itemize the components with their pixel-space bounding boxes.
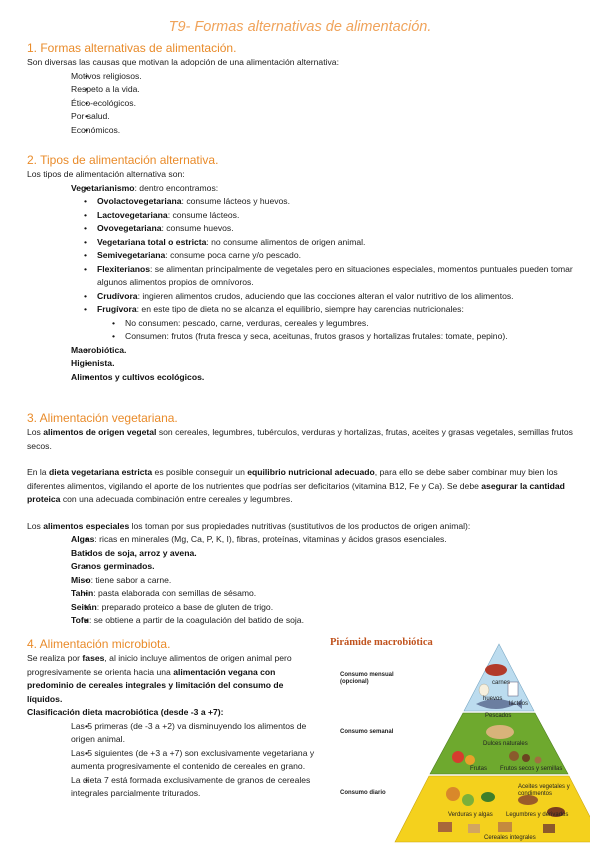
list-item: • Vegetarianismo: dentro encontramos: • Ovolactovegetariana: consume lácteos y huevos. • Lactovegetariana: consume lácteos. • Ovovegetariana: consume huevos. • Vegetariana total o estricta: no consume alimentos de origen animal. • Semivegetariana: consume poca carne y/o pescado. • Flexiterianos: se alimentan principalmente de vegetales pero en situaciones especiales, momentos puntuales pueden tomar algunos alimentos propios de omnívoros. • Crudívora: ingieren alimentos crudos, aduciendo que las cocciones alteran el valor nutritivo de los alimentos. • Frugívora: en este tipo de dieta no se alcanza el equilibrio, siempre hay carencias nutricionales: • No consumen: pescado, carne, verduras, cereales y legumbres. • Consumen: frutos (fruta fresca y seca, aceitunas, frutos grasos y hortalizas frutales: tomate, pepino).	[71, 182, 575, 344]
macrobiotic-pyramid-figure	[328, 632, 590, 848]
classification-label: Clasificación dieta macrobiótica (desde -3 a +7):	[27, 707, 224, 717]
list-item: • Granos germinados.	[71, 560, 575, 574]
list-item: • Tofu: se obtiene a partir de la coagulación del batido de soja.	[71, 614, 575, 628]
list-item: • La dieta 7 está formada exclusivamente de granos de cereales integrales parcialmente triturados.	[71, 774, 317, 801]
food-label: huevos	[483, 696, 503, 702]
pyramid-title: Pirámide macrobiótica	[330, 637, 433, 648]
vegetable-illustration	[462, 794, 474, 806]
list-item: • Vegetariana total o estricta: no consume alimentos de origen animal.	[97, 236, 575, 250]
list-item: • No consumen: pescado, carne, verduras, cereales y legumbres.	[125, 317, 575, 331]
vegetable-illustration	[446, 787, 460, 801]
cereal-illustration	[438, 822, 452, 832]
list-item: • Flexiterianos: se alimentan principalmente de vegetales pero en situaciones especiales, momentos puntuales pueden tomar algunos alimentos propios de omnívoros.	[97, 263, 575, 290]
food-label: Legumbres y derivados	[506, 812, 569, 818]
list-item: • Crudívora: ingieren alimentos crudos, aduciendo que las cocciones alteran el valor nutritivo de los alimentos.	[97, 290, 575, 304]
document-title: T9- Formas alternativas de alimentación.	[168, 19, 432, 35]
fruit-illustration	[465, 755, 475, 765]
list-item: • Miso: tiene sabor a carne.	[71, 574, 575, 588]
list-item: • Macrobiótica.	[71, 344, 575, 358]
frugivora-list	[97, 317, 575, 344]
nuts-illustration	[535, 757, 542, 764]
causes-list	[27, 70, 575, 138]
list-item: • Seitán: preparado proteico a base de gluten de trigo.	[71, 601, 575, 615]
term: Vegetarianismo	[71, 182, 135, 193]
paragraph: Se realiza por fases, al inicio incluye alimentos de origen animal pero progresivamente se orienta hacia una alimentación vegana con predominio de cereales integrales y limitación del consumo de líquidos.	[27, 653, 292, 704]
list-item: • Algas: ricas en minerales (Mg, Ca, P, K, I), fibras, proteínas, vitaminas y ácidos grasos esenciales.	[71, 533, 575, 547]
list-item: • Frugívora: en este tipo de dieta no se alcanza el equilibrio, siempre hay carencias nutricionales: • No consumen: pescado, carne, verduras, cereales y legumbres. • Consumen: frutos (fruta fresca y seca, aceitunas, frutos grasos y hortalizas frutales: tomate, pepino).	[97, 303, 575, 344]
sweets-illustration	[486, 725, 514, 739]
food-label: Verduras y algas	[448, 812, 493, 818]
list-item: • Consumen: frutos (fruta fresca y seca, aceitunas, frutos grasos y hortalizas frutales: tomate, pepino).	[125, 330, 575, 344]
fruit-illustration	[452, 751, 464, 763]
list-item: • Por salud.	[71, 110, 575, 124]
list-item: • Ovolactovegetariana: consume lácteos y huevos.	[97, 195, 575, 209]
cereal-illustration	[498, 822, 512, 832]
list-item: • Respeto a la vida.	[71, 83, 575, 97]
paragraph: Los alimentos especiales los toman por sus propiedades nutritivas (sustitutivos de los productos de origen animal):	[27, 520, 471, 531]
list-item: • Motivos religiosos.	[71, 70, 575, 84]
list-item: • Semivegetariana: consume poca carne y/o pescado.	[97, 249, 575, 263]
list-item: • Higienista.	[71, 357, 575, 371]
daily-consumption-label: Consumo diario	[340, 790, 386, 796]
section-alimentacion-vegetariana	[27, 410, 575, 628]
food-label: Frutas	[470, 766, 488, 772]
vegetarian-subtypes	[27, 195, 575, 344]
nuts-illustration	[522, 754, 530, 762]
nuts-illustration	[509, 751, 519, 761]
section-1-intro: Son diversas las causas que motivan la adopción de una alimentación alternativa:	[27, 57, 339, 67]
paragraph: En la dieta vegetariana estricta es posible conseguir un equilibrio nutricional adecuado, para ello se debe saber combinar muy bien los diferentes alimentos, vigilando el aporte de los nutrientes que podrías ser deficitarios (vitamina B12, Fe y Ca). Se debe asegurar la cantidad proteica con una adecuada combinación entre cereales y legumbres.	[27, 467, 565, 504]
meat-illustration	[485, 664, 507, 676]
list-item: • Económicos.	[71, 124, 575, 138]
section-4-heading: 4. Alimentación microbiota.	[27, 637, 171, 651]
section-tipos-alimentacion	[27, 152, 575, 384]
list-item: • Ético-ecológicos.	[71, 97, 575, 111]
algae-illustration	[481, 792, 495, 802]
food-label: Aceites vegetales y condimentos	[518, 784, 570, 797]
list-item: • Ovovegetariana: consume huevos.	[97, 222, 575, 236]
special-foods-list	[27, 533, 575, 628]
section-2-heading: 2. Tipos de alimentación alternativa.	[27, 153, 219, 167]
cereal-illustration	[543, 824, 555, 833]
section-alimentacion-microbiota	[27, 636, 317, 801]
section-formas-alternativas	[27, 40, 575, 137]
food-label: Frutos secos y semillas	[500, 766, 563, 772]
egg-illustration	[479, 684, 489, 696]
paragraph: Los alimentos de origen vegetal son cereales, legumbres, tubérculos, verduras y hortalizas, frutas, aceites y grasas vegetales, semillas frutos secos.	[27, 427, 573, 451]
food-label: carnes	[492, 680, 511, 686]
food-label: Pescados	[485, 713, 512, 719]
list-item: • Las 5 primeras (de -3 a +2) va disminuyendo los alimentos de origen animal.	[71, 720, 317, 747]
types-list	[27, 182, 575, 385]
list-item: • Tahin: pasta elaborada con semillas de sésamo.	[71, 587, 575, 601]
list-item: • Alimentos y cultivos ecológicos.	[71, 371, 575, 385]
section-2-intro: Los tipos de alimentación alternativa son:	[27, 169, 185, 179]
macrobiotic-list	[27, 720, 317, 801]
section-1-heading: 1. Formas alternativas de alimentación.	[27, 41, 237, 55]
monthly-consumption-label: Consumo mensual (opcional)	[340, 672, 394, 685]
list-item: • Batidos de soja, arroz y avena.	[71, 547, 575, 561]
list-item: • Las 5 siguientes (de +3 a +7) son exclusivamente vegetariana y aumenta progresivamente el contenido de cereales en grano.	[71, 747, 317, 774]
cereal-illustration	[468, 824, 480, 833]
food-label: Dulces naturales	[483, 741, 528, 747]
food-label: lácteos	[509, 701, 529, 707]
weekly-consumption-label: Consumo semanal	[340, 729, 394, 735]
list-item: • Lactovegetariana: consume lácteos.	[97, 209, 575, 223]
section-3-heading: 3. Alimentación vegetariana.	[27, 411, 178, 425]
food-label: Cereales integrales	[484, 835, 536, 841]
